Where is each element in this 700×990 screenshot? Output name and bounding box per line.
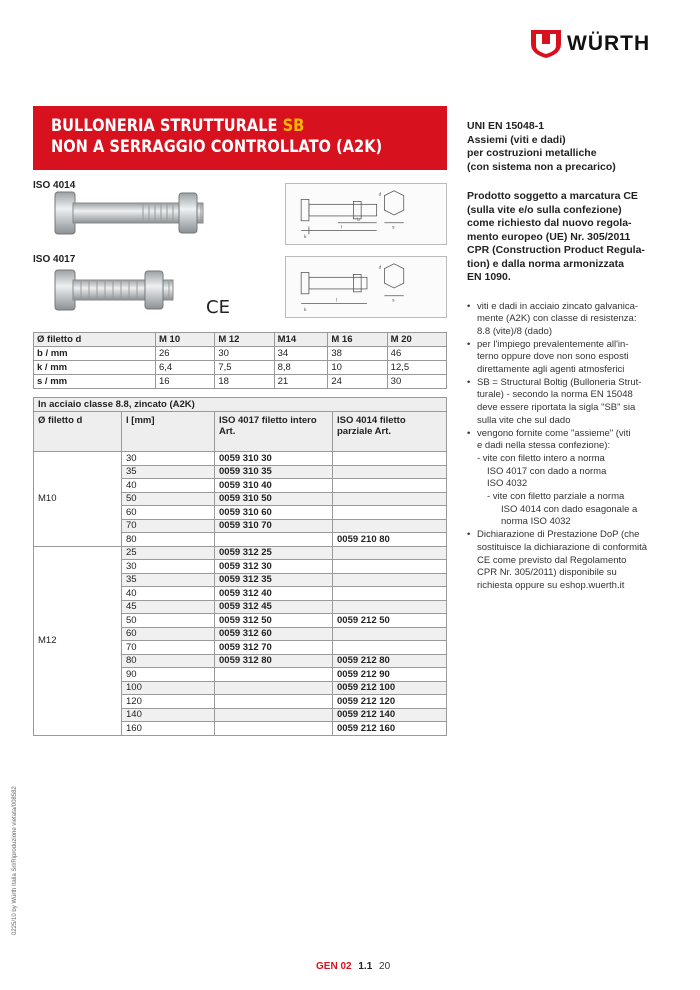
iso4017-article-cell: 0059 312 25 xyxy=(215,546,333,560)
dims-cell: 30 xyxy=(387,375,446,389)
dims-header-row xyxy=(34,333,447,347)
footer-subsection: 1.1 xyxy=(358,961,373,972)
length-cell: 160 xyxy=(122,722,215,736)
dims-cell: 18 xyxy=(215,375,274,389)
drawing-label-b: b xyxy=(357,217,360,223)
iso4017-article-cell xyxy=(215,668,333,682)
brand-name: WÜRTH xyxy=(567,32,651,55)
dims-cell: 12,5 xyxy=(387,361,446,375)
dims-header: M 10 xyxy=(156,333,215,347)
description-column xyxy=(467,120,667,593)
iso4017-article-cell: 0059 310 40 xyxy=(215,479,333,493)
iso4017-article-cell: 0059 312 60 xyxy=(215,627,333,641)
article-table-caption-row xyxy=(34,398,447,412)
col-header-iso4017: ISO 4017 filetto intero Art. xyxy=(215,412,333,452)
dimensions-table xyxy=(33,332,447,389)
title-line-2: NON A SERRAGGIO CONTROLLATO (A2K) xyxy=(51,137,383,157)
iso4014-article-cell: 0059 212 50 xyxy=(333,614,447,628)
dims-cell: 34 xyxy=(274,347,328,361)
iso4014-article-cell xyxy=(333,519,447,533)
drawing-label-d: d xyxy=(378,265,382,271)
iso4014-article-cell xyxy=(333,641,447,655)
length-cell: 80 xyxy=(122,654,215,668)
dims-cell: 6,4 xyxy=(156,361,215,375)
list-item: • Dichiarazione di Prestazione DoP (che sostituisce la dichiarazione di conformità CE come previsto dal Regolamento CPR Nr. 305/2011) disponibile su richiesta oppure su eshop.wuerth.it xyxy=(467,529,667,593)
dims-cell: 8,8 xyxy=(274,361,328,375)
iso4014-article-cell: 0059 212 100 xyxy=(333,681,447,695)
ce-mark: CE xyxy=(206,297,230,318)
list-item: • SB = Structural Boltig (Bulloneria Strut- turale) - secondo la norma EN 15048 deve essere riportata la sigla "SB" sia sulla vite che sul dado xyxy=(467,377,667,428)
iso4014-article-cell: 0059 212 160 xyxy=(333,722,447,736)
wurth-logo-icon xyxy=(531,30,561,58)
iso4017-article-cell xyxy=(215,533,333,547)
col-header-length: l [mm] xyxy=(122,412,215,452)
iso4017-article-cell: 0059 312 45 xyxy=(215,600,333,614)
col-header-iso4014: ISO 4014 filetto parziale Art. xyxy=(333,412,447,452)
iso4014-article-cell: 0059 212 80 xyxy=(333,654,447,668)
length-cell: 25 xyxy=(122,546,215,560)
article-table-caption: In acciaio classe 8.8, zincato (A2K) xyxy=(34,398,447,412)
diameter-cell: M10 xyxy=(34,452,122,547)
dims-cell: 30 xyxy=(215,347,274,361)
drawing-label-s: s xyxy=(392,225,395,231)
iso4017-article-cell: 0059 312 30 xyxy=(215,560,333,574)
length-cell: 70 xyxy=(122,519,215,533)
drawing-label-l: l xyxy=(336,298,338,304)
iso4014-technical-drawing xyxy=(285,183,447,245)
iso4017-article-cell: 0059 310 35 xyxy=(215,465,333,479)
length-cell: 80 xyxy=(122,533,215,547)
ce-marking-note: Prodotto soggetto a marcatura CE (sulla vite e/o sulla confezione) come richiesto dal nuovo regola- mento europeo (UE) Nr. 305/2011 CPR (Construction Product Regula- tion) e dalla norma armonizzata EN 1090. xyxy=(467,190,645,283)
dims-cell: 24 xyxy=(328,375,387,389)
iso4017-article-cell: 0059 312 40 xyxy=(215,587,333,601)
bolt-iso4017-image xyxy=(33,266,183,316)
iso4014-article-cell xyxy=(333,560,447,574)
dims-header: M 12 xyxy=(215,333,274,347)
length-cell: 50 xyxy=(122,614,215,628)
page-number: 20 xyxy=(379,961,391,972)
iso4017-article-cell xyxy=(215,708,333,722)
dims-cell: s / mm xyxy=(34,375,156,389)
iso4014-article-cell xyxy=(333,600,447,614)
dims-header: M 16 xyxy=(328,333,387,347)
page-footer xyxy=(316,961,390,972)
feature-list xyxy=(467,301,667,593)
iso4014-article-cell: 0059 212 140 xyxy=(333,708,447,722)
dims-cell: 16 xyxy=(156,375,215,389)
list-item: • vengono fornite come "assieme" (viti e dadi nella stessa confezione): - vite con filetto intero a norma ISO 4017 con dado a norma ISO 4032 - vite con filetto parziale a norma ISO 4014 con dado esagonale a norma ISO 4032 xyxy=(467,428,667,530)
iso4014-label: ISO 4014 xyxy=(33,180,76,191)
diameter-cell: M12 xyxy=(34,546,122,735)
bolt-iso4014-image xyxy=(33,190,213,240)
iso4014-article-cell xyxy=(333,506,447,520)
length-cell: 35 xyxy=(122,573,215,587)
iso4014-article-cell: 0059 212 120 xyxy=(333,695,447,709)
length-cell: 120 xyxy=(122,695,215,709)
copyright-note: 0225/10 by Würth Italia Srl/Riproduzione vietata/008582 xyxy=(12,786,18,935)
dims-cell: k / mm xyxy=(34,361,156,375)
article-table-header-row xyxy=(34,412,447,452)
drawing-label-l: l xyxy=(340,225,342,231)
iso4017-article-cell: 0059 312 80 xyxy=(215,654,333,668)
iso4014-article-cell xyxy=(333,479,447,493)
iso4017-article-cell: 0059 312 50 xyxy=(215,614,333,628)
iso4014-article-cell xyxy=(333,627,447,641)
iso4014-article-cell xyxy=(333,546,447,560)
iso4014-article-cell xyxy=(333,492,447,506)
length-cell: 140 xyxy=(122,708,215,722)
length-cell: 100 xyxy=(122,681,215,695)
iso4014-article-cell xyxy=(333,587,447,601)
iso4017-article-cell: 0059 312 35 xyxy=(215,573,333,587)
iso4017-article-cell: 0059 310 30 xyxy=(215,452,333,466)
dims-cell: 38 xyxy=(328,347,387,361)
iso4014-article-cell xyxy=(333,573,447,587)
iso4017-article-cell: 0059 310 60 xyxy=(215,506,333,520)
length-cell: 50 xyxy=(122,492,215,506)
iso4014-article-cell xyxy=(333,465,447,479)
dims-row-k xyxy=(34,361,447,375)
dims-cell: 26 xyxy=(156,347,215,361)
article-table xyxy=(33,397,447,736)
table-row xyxy=(34,546,447,560)
drawing-label-k: k xyxy=(304,308,307,314)
drawing-label-d: d xyxy=(378,192,382,198)
dims-cell: 10 xyxy=(328,361,387,375)
iso4017-label: ISO 4017 xyxy=(33,254,76,265)
wurth-logo xyxy=(531,30,650,58)
dims-header: M 20 xyxy=(387,333,446,347)
iso4017-technical-drawing xyxy=(285,256,447,318)
length-cell: 35 xyxy=(122,465,215,479)
iso4014-article-cell: 0059 210 80 xyxy=(333,533,447,547)
iso4017-article-cell: 0059 312 70 xyxy=(215,641,333,655)
dims-cell: 21 xyxy=(274,375,328,389)
dims-cell: 7,5 xyxy=(215,361,274,375)
length-cell: 40 xyxy=(122,479,215,493)
iso4017-article-cell xyxy=(215,681,333,695)
length-cell: 30 xyxy=(122,452,215,466)
dims-header: Ø filetto d xyxy=(34,333,156,347)
col-header-diameter: Ø filetto d xyxy=(34,412,122,452)
length-cell: 60 xyxy=(122,627,215,641)
iso4017-article-cell xyxy=(215,722,333,736)
iso4014-article-cell xyxy=(333,452,447,466)
length-cell: 70 xyxy=(122,641,215,655)
list-item: • per l'impiego prevalentemente all'in- terno oppure dove non sono esposti direttamente agli agenti atmosferici xyxy=(467,339,667,377)
dims-cell: 46 xyxy=(387,347,446,361)
list-item: • viti e dadi in acciaio zincato galvanica- mente (A2K) con classe di resistenza: 8.8 (vite)/8 (dado) xyxy=(467,301,667,339)
table-row xyxy=(34,452,447,466)
length-cell: 30 xyxy=(122,560,215,574)
length-cell: 90 xyxy=(122,668,215,682)
iso4017-article-cell: 0059 310 70 xyxy=(215,519,333,533)
standard-heading: UNI EN 15048-1 Assiemi (viti e dadi) per costruzioni metalliche (con sistema non a precarico) xyxy=(467,120,616,173)
dims-header: M14 xyxy=(274,333,328,347)
iso4014-article-cell: 0059 212 90 xyxy=(333,668,447,682)
length-cell: 40 xyxy=(122,587,215,601)
dims-row-b xyxy=(34,347,447,361)
iso4017-article-cell: 0059 310 50 xyxy=(215,492,333,506)
dims-cell: b / mm xyxy=(34,347,156,361)
length-cell: 45 xyxy=(122,600,215,614)
footer-section: GEN 02 xyxy=(316,961,352,972)
dims-row-s xyxy=(34,375,447,389)
length-cell: 60 xyxy=(122,506,215,520)
title-banner xyxy=(33,106,447,170)
drawing-label-s: s xyxy=(392,298,395,304)
title-line-1: BULLONERIA STRUTTURALE SB xyxy=(51,116,305,136)
title-sb: SB xyxy=(282,116,305,136)
drawing-label-k: k xyxy=(304,235,307,241)
iso4017-article-cell xyxy=(215,695,333,709)
